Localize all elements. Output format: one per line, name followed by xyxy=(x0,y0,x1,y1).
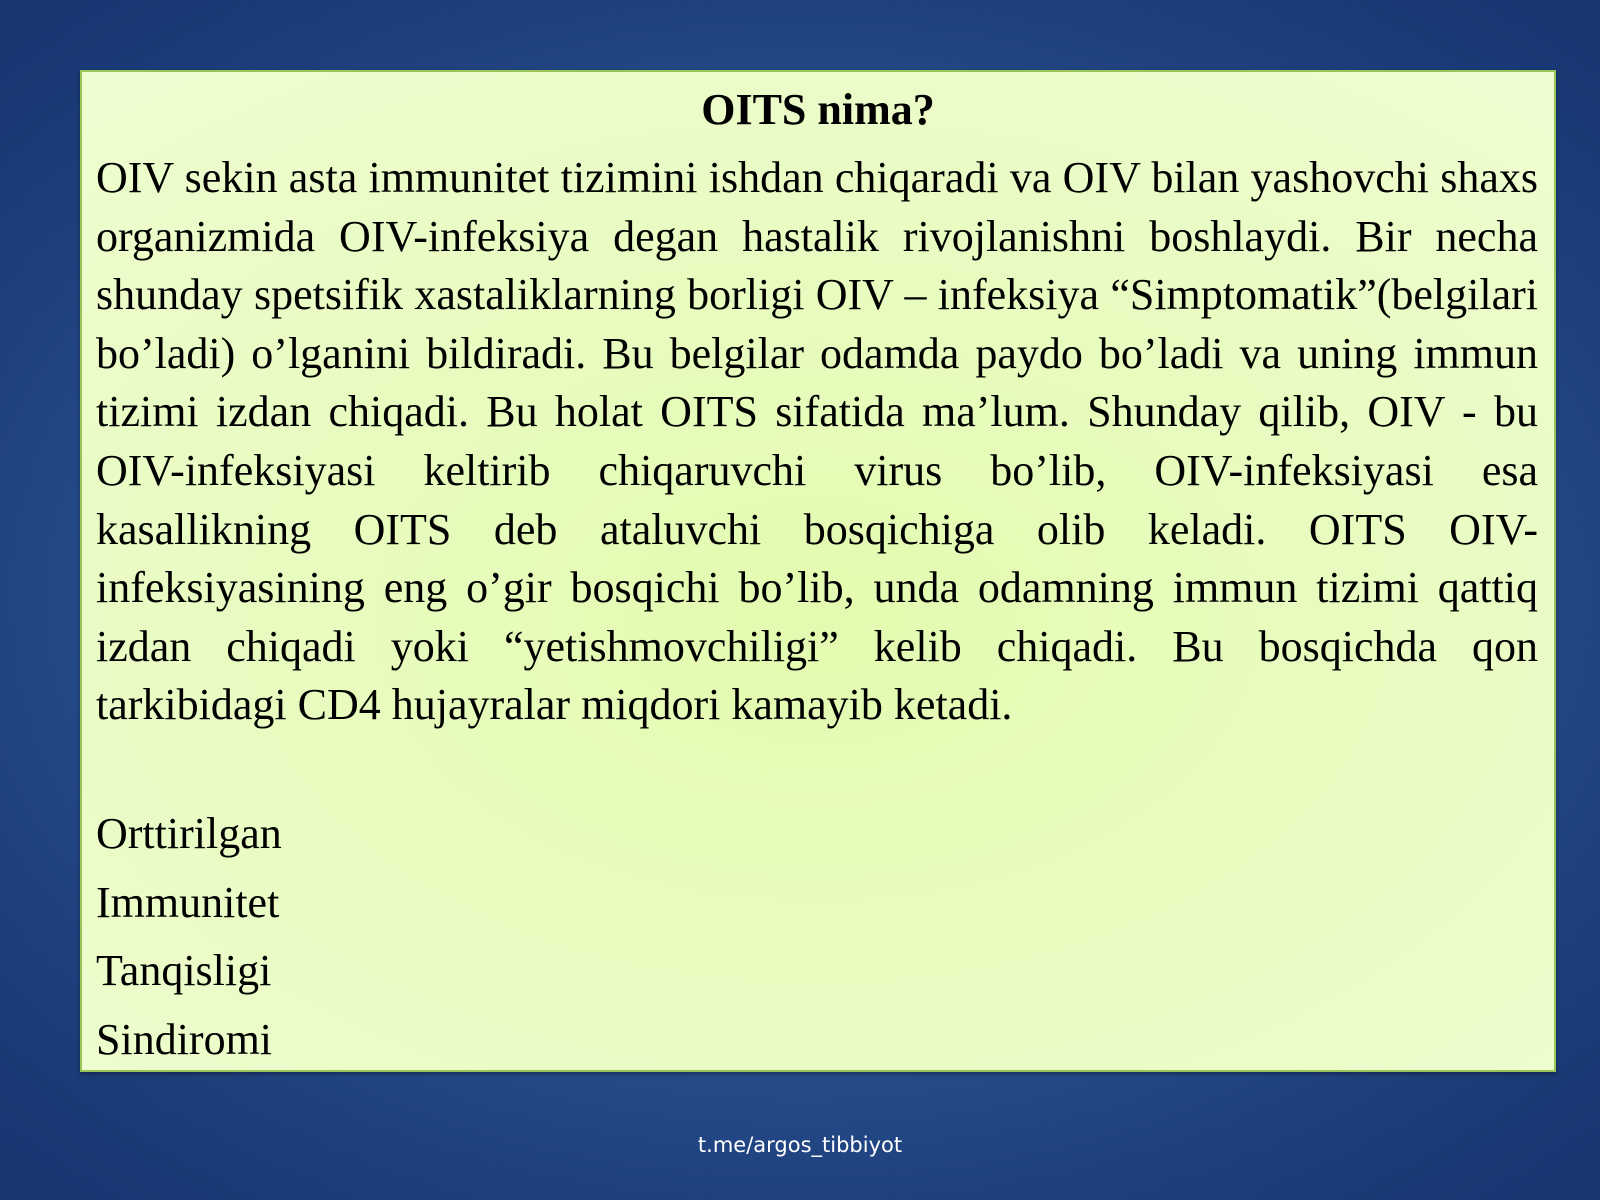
acronym-term-list xyxy=(96,800,282,1074)
term-item: Orttirilgan xyxy=(96,809,282,858)
slide-title: OITS nima? xyxy=(701,85,935,134)
term-item: Immunitet xyxy=(96,877,280,927)
body-paragraph: OIV sekin asta immunitet tizimini ishdan chiqaradi va OIV bilan yashovchi shaxs organizmida OIV-infeksiya degan hastalik rivojlanishni boshlaydi. Bir necha shunday spetsifik xastaliklarning borligi OIV – infeksiya “Simptomatik”(belgilari bo’ladi) o’lganini bildiradi. Bu belgilar odamda paydo bo’ladi va uning immun tizimi izdan chiqadi. Bu holat OITS sifatida ma’lum. Shunday qilib, OIV - bu OIV-infeksiyasi keltirib chiqaruvchi virus bo’lib, OIV-infeksiyasi esa kasallikning OITS deb ataluvchi bosqichiga olib keladi. OITS OIV-infeksiyasining eng o’gir bosqichi bo’lib, unda odamning immun tizimi qattiq izdan chiqadi yoki “yetishmovchiligi” kelib chiqadi. Bu bosqichda qon tarkibidagi CD4 hujayralar miqdori kamayib ketadi. xyxy=(96,153,1538,730)
term-item: Sindiromi xyxy=(96,1014,273,1064)
term-item: Tanqisligi xyxy=(96,946,272,995)
footer-link[interactable]: t.me/argos_tibbiyot xyxy=(697,1133,903,1157)
